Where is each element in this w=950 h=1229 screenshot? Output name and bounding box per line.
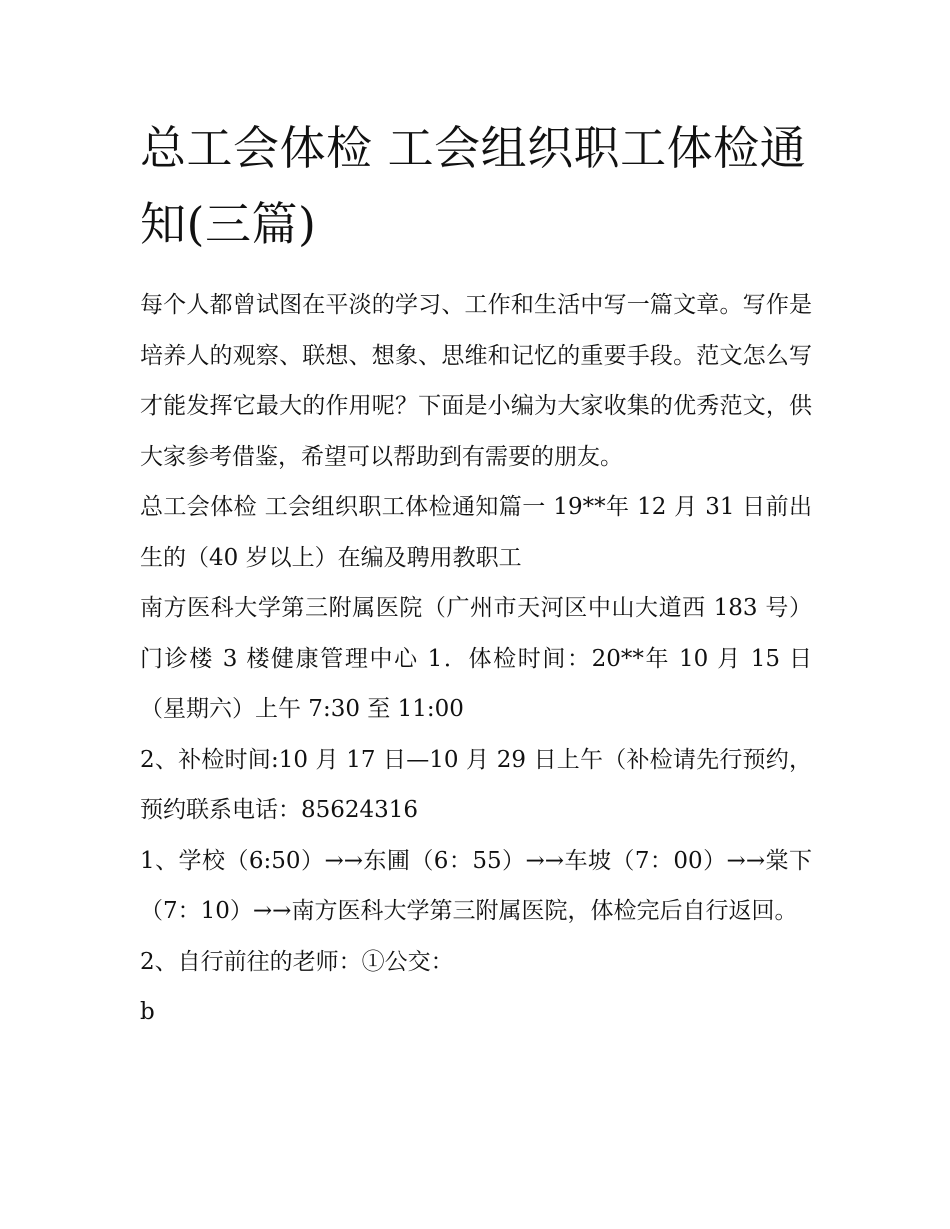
document-page	[140, 110, 812, 1038]
paragraph-intro: 每个人都曾试图在平淡的学习、工作和生活中写一篇文章。写作是培养人的观察、联想、想象、思维和记忆的重要手段。范文怎么写才能发挥它最大的作用呢？下面是小编为大家收集的优秀范文，供大家参考借鉴，希望可以帮助到有需要的朋友。	[140, 292, 812, 470]
paragraph-location-time: 南方医科大学第三附属医院（广州市天河区中山大道西 183 号）门诊楼 3 楼健康管理中心 1．体检时间：20**年 10 月 15 日（星期六）上午 7:30 至 11:00	[140, 595, 812, 722]
paragraph-eligibility: 总工会体检 工会组织职工体检通知篇一 19**年 12 月 31 日前出生的（40 岁以上）在编及聘用教职工	[140, 494, 812, 571]
document-body	[140, 280, 812, 1038]
document-title: 总工会体检 工会组织职工体检通知(三篇)	[140, 121, 807, 251]
paragraph-makeup-exam: 2、补检时间:10 月 17 日—10 月 29 日上午（补检请先行预约，预约联系电话：85624316	[140, 746, 812, 823]
paragraph-trailing: b	[140, 999, 155, 1025]
paragraph-bus-route: 1、学校（6:50）→→东圃（6：55）→→车坡（7：00）→→棠下（7：10）→→南方医科大学第三附属医院，体检完后自行返回。	[140, 847, 812, 924]
paragraph-self-travel: 2、自行前往的老师：①公交：	[140, 948, 454, 975]
